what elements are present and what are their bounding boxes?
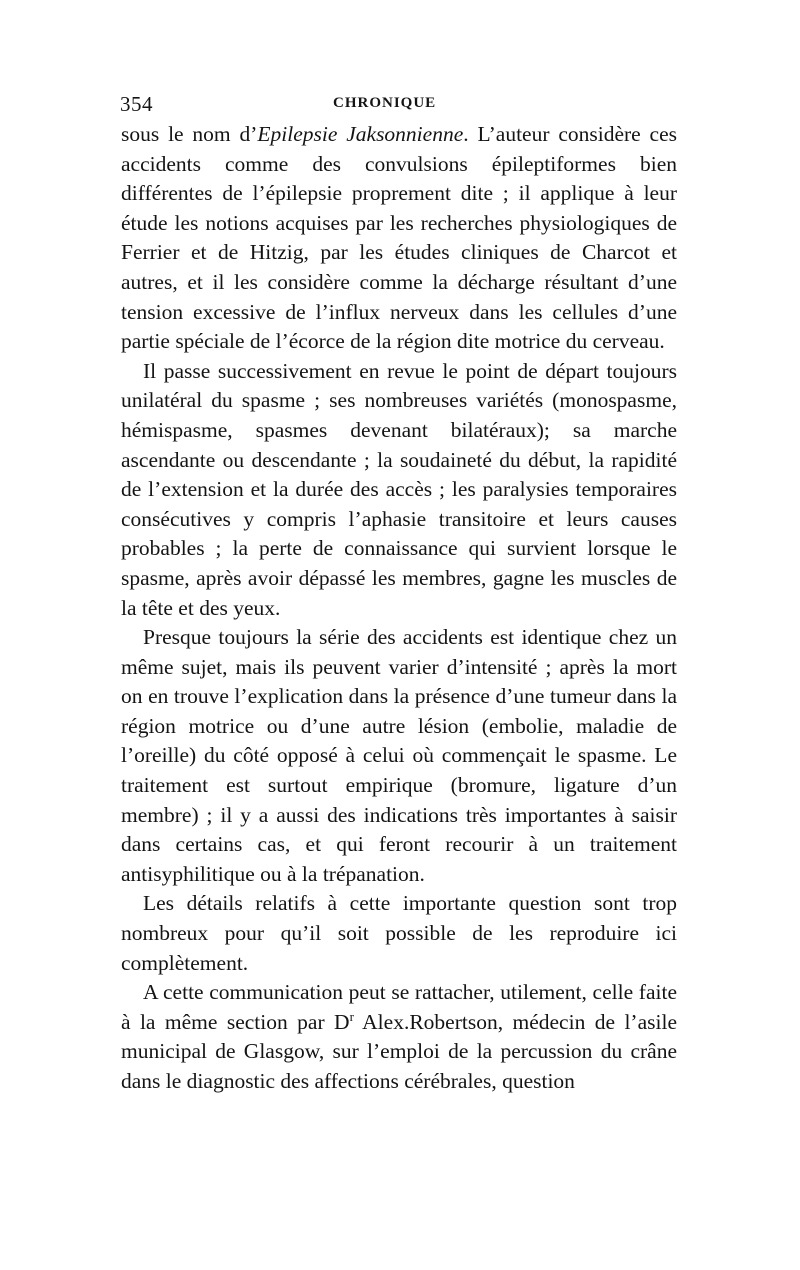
page-number: 354: [120, 92, 153, 116]
running-head: CHRONIQUE: [333, 95, 437, 111]
paragraph-4: Les détails relatifs à cette importante question sont trop nombreux pour qu’il soit possible de les reproduire ici complètement.: [121, 891, 677, 975]
paragraph-1: [121, 120, 677, 357]
paragraph-3: Presque toujours la série des accidents est identique chez un même sujet, mais ils peuvent varier d’intensité ; après la mort on en trouve l’explication dans la présence d’une tumeur dans la région motrice ou d’une autre lésion (embolie, maladie de l’oreille) du côté opposé à celui où commençait le spasme. Le traitement est surtout empirique (bromure, ligature d’un membre) ; il y a aussi des indications très importantes à saisir dans certains cas, et qui feront recourir à un traitement antisyphilitique ou à la trépanation.: [121, 625, 677, 886]
paragraph-5-start: A cette communication peut se rattacher, utilement, celle faite à la même section par D: [121, 980, 677, 1034]
paragraph-1-start: sous le nom d’: [121, 122, 258, 146]
paragraph-1-rest: . L’auteur considère ces accidents comme des convulsions épileptiformes bien différentes de l’épilepsie proprement dite ; il applique à leur étude les notions acquises par les recherches physiologiques de Ferrier et de Hitzig, par les études cliniques de Charcot et autres, et il les considère comme la décharge résultant d’une tension excessive de l’influx nerveux dans les cellules d’une partie spéciale de l’écorce de la région dite motrice du cerveau.: [121, 122, 677, 354]
body-text: [121, 120, 677, 1097]
superscript-r: r: [349, 1008, 354, 1024]
paragraph-5: [121, 978, 677, 1096]
page-header: [120, 92, 680, 122]
italic-term: Epilepsie Jaksonnienne: [257, 122, 464, 146]
paragraph-2: Il passe successivement en revue le point de départ toujours unilatéral du spasme ; ses nombreuses variétés (monospasme, hémispasme, spasmes devenant bilatéraux); sa marche ascendante ou descendante ; la soudaineté du début, la rapidité de l’extension et la durée des accès ; les paralysies temporaires consécutives y compris l’aphasie transitoire et leurs causes probables ; la perte de connaissance qui survient lorsque le spasme, après avoir dépassé les membres, gagne les muscles de la tête et des yeux.: [121, 358, 677, 620]
paragraph-5-rest: Alex.Robertson, médecin de l’asile municipal de Glasgow, sur l’emploi de la percussion du crâne dans le diagnostic des affections cérébrales, question: [121, 1009, 677, 1093]
